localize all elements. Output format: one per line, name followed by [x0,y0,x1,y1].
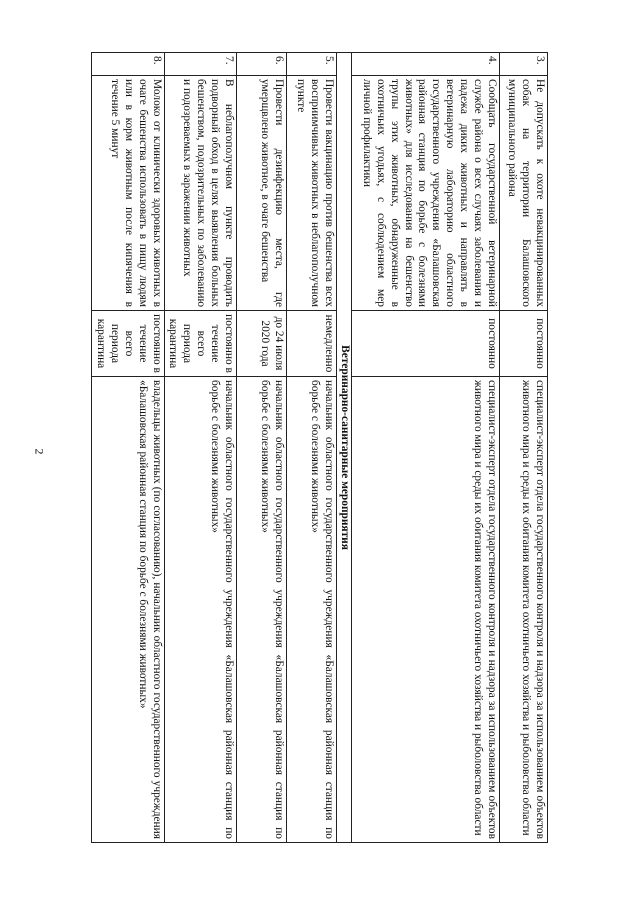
row-responsible: начальник областного государственного учреждения «Балашовская районная станция по борьбе с болезнями животных» [287,377,337,843]
table-row [164,53,237,843]
row-number: 3. [500,53,548,76]
table-row [92,53,165,843]
table-row [237,53,287,843]
row-responsible: начальник областного государственного учреждения «Балашовская районная станция по борьбе с болезнями животных» [164,377,237,843]
row-action: В неблагополучном пункте проводить подворный обход в целях выявления больных бешенством, подозрительных по заболеванию и подозреваемых в заражении животных [164,76,237,311]
row-period: постоянно в течение всего периода карантина [164,311,237,377]
row-period: постоянно [352,311,500,377]
row-action: Молоко от клинически здоровых животных в очаге бешенства использовать в пищу людям или в корм животным после кипячения в течение 5 минут [92,76,165,311]
table-row [352,53,500,843]
row-action: Провести вакцинацию против бешенства всех восприимчивых животных в неблагополучном пункте [287,76,337,311]
row-period: немедленно [287,311,337,377]
row-action: Провести дезинфекцию места, где умерщвлено животное, в очаге бешенства [237,76,287,311]
rotated-table-wrapper [94,52,548,842]
section-row [337,53,352,843]
row-number: 5. [287,53,337,76]
row-responsible: специалист-эксперт отдела государственного контроля и надзора за использованием объектов животного мира и среды их обитания комитета охотничьего хозяйства и рыболовства области [500,377,548,843]
row-number: 6. [237,53,287,76]
row-number: 4. [352,53,500,76]
section-title: Ветеринарно-санитарные мероприятия [337,53,352,843]
row-period: постоянно в течение всего периода карантина [92,311,165,377]
row-action: Не допускать к охоте невакцинированных собак на территории Балашовского муниципального района [500,76,548,311]
measures-table [91,52,548,843]
row-responsible: начальник областного государственного учреждения «Балашовская районная станция по борьбе с болезнями животных» [237,377,287,843]
row-action: Сообщать государственной ветеринарной службе района о всех случаях заболевания и падежа диких животных и направлять в ветеринарную лабораторию областного государственного учреждения «Балашовская районная станция по борьбе с болезнями животных» для исследования на бешенство трупы этих животных, обнаруженные в охотничьих угодьях, с соблюдением мер личной профилактики [352,76,500,311]
rotated-table-inner [94,52,548,842]
row-number: 7. [164,53,237,76]
row-responsible: владельцы животных (по согласованию), начальник областного государственного учреждения «Балашовская районная станция по борьбе с болезнями животных» [92,377,165,843]
page-number: 2 [32,448,47,455]
table-row [500,53,548,843]
row-period: до 24 июля 2020 года [237,311,287,377]
table-row [287,53,337,843]
row-responsible: специалист-эксперт отдела государственного контроля и надзора за использованием объектов животного мира и среды их обитания комитета охотничьего хозяйства и рыболовства области [352,377,500,843]
row-period: постоянно [500,311,548,377]
row-number: 8. [92,53,165,76]
